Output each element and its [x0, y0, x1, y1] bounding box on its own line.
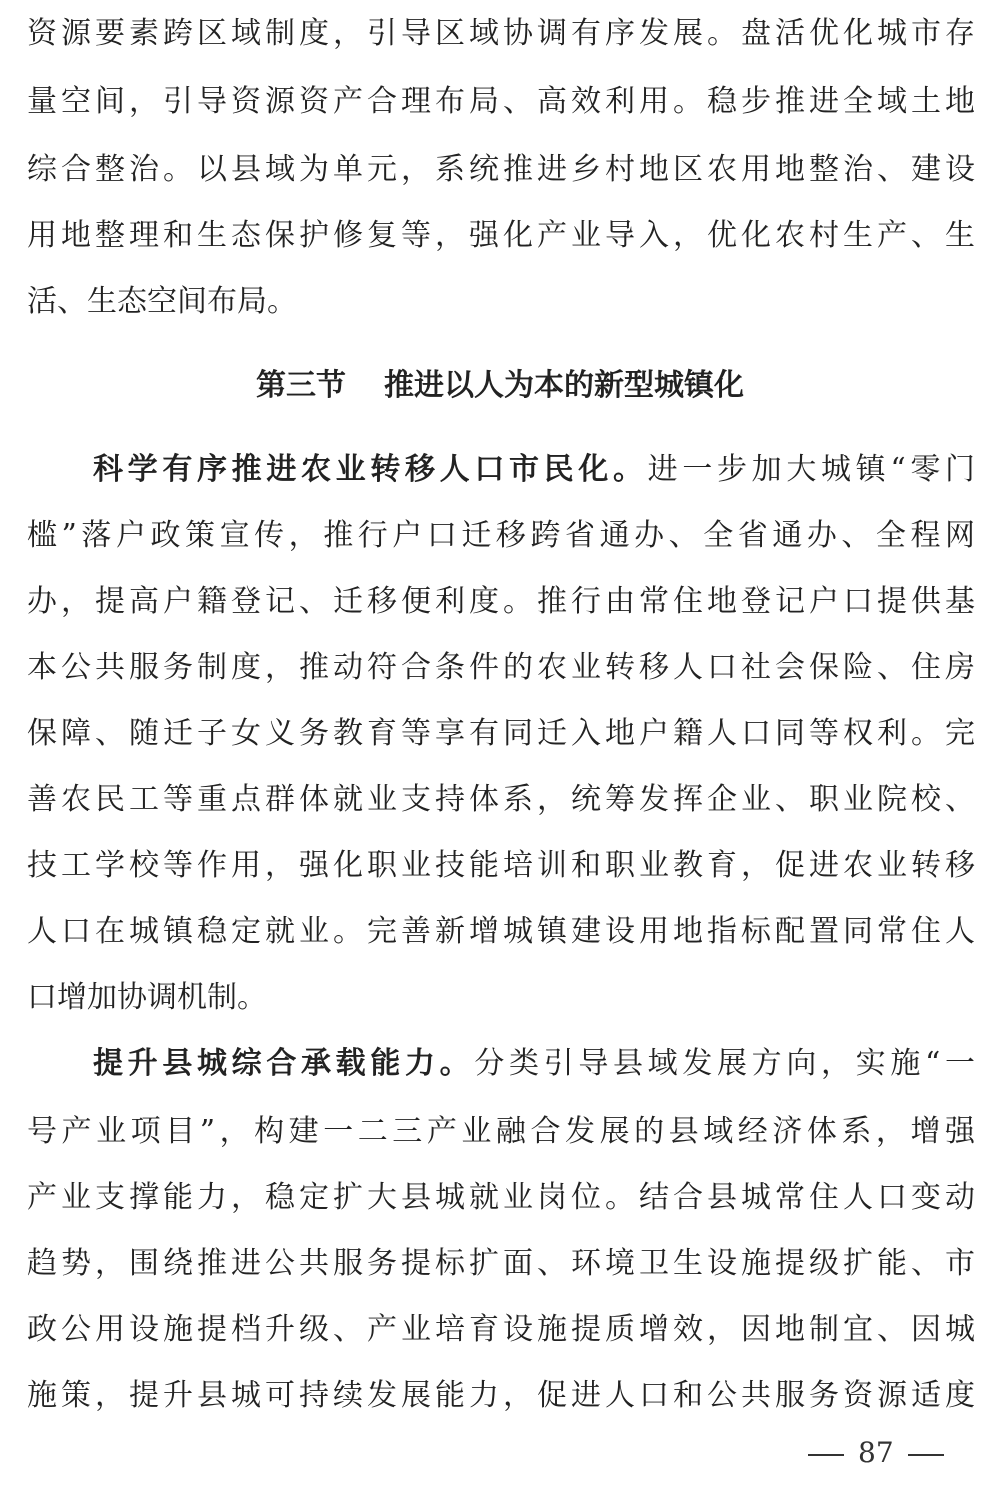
- text-line: 本公共服务制度，推动符合条件的农业转移人口社会保险、住房: [27, 650, 975, 685]
- text-line: 号产业项目”，构建一二三产业融合发展的县域经济体系，增强: [27, 1114, 975, 1149]
- section-title: 推进以人为本的新型城镇化: [384, 368, 744, 403]
- text-line: 政公用设施提档升级、产业培育设施提质增效，因地制宜、因城: [27, 1312, 975, 1347]
- paragraph-lead: 科学有序推进农业转移人口市民化。: [93, 452, 648, 487]
- paragraph-first-line: [93, 1042, 975, 1086]
- text-line: 趋势，围绕推进公共服务提标扩面、环境卫生设施提级扩能、市: [27, 1246, 975, 1281]
- paragraph-lead: 提升县城综合承载能力。: [93, 1046, 475, 1081]
- paragraph-text: 进一步加大城镇“零门: [647, 452, 975, 487]
- text-line: 用地整理和生态保护修复等，强化产业导入，优化农村生产、生: [27, 218, 975, 253]
- page-number: 87: [858, 1436, 894, 1469]
- section-number: 第三节: [256, 368, 346, 403]
- text-line: 人口在城镇稳定就业。完善新增城镇建设用地指标配置同常住人: [27, 914, 975, 949]
- text-line: 施策，提升县城可持续发展能力，促进人口和公共服务资源适度: [27, 1378, 975, 1413]
- text-line: 活、生态空间布局。: [27, 284, 297, 319]
- text-line: 槛”落户政策宣传，推行户口迁移跨省通办、全省通办、全程网: [27, 518, 975, 553]
- text-line: 量空间，引导资源资产合理布局、高效利用。稳步推进全域土地: [27, 84, 975, 119]
- section-heading: [0, 364, 1000, 408]
- text-line: 综合整治。以县域为单元，系统推进乡村地区农用地整治、建设: [27, 152, 975, 187]
- text-line: 口增加协调机制。: [27, 980, 267, 1015]
- dash-left: [808, 1454, 844, 1456]
- paragraph-first-line: [93, 448, 975, 492]
- text-line: 保障、随迁子女义务教育等享有同迁入地户籍人口同等权利。完: [27, 716, 975, 751]
- dash-right: [908, 1454, 944, 1456]
- text-line: 技工学校等作用，强化职业技能培训和职业教育，促进农业转移: [27, 848, 975, 883]
- text-line: 资源要素跨区域制度，引导区域协调有序发展。盘活优化城市存: [27, 16, 975, 51]
- text-line: 产业支撑能力，稳定扩大县城就业岗位。结合县城常住人口变动: [27, 1180, 975, 1215]
- text-line: 办，提高户籍登记、迁移便利度。推行由常住地登记户口提供基: [27, 584, 975, 619]
- page-footer: [808, 1428, 968, 1478]
- text-line: 善农民工等重点群体就业支持体系，统筹发挥企业、职业院校、: [27, 782, 975, 817]
- paragraph-text: 分类引导县域发展方向，实施“一: [474, 1046, 975, 1081]
